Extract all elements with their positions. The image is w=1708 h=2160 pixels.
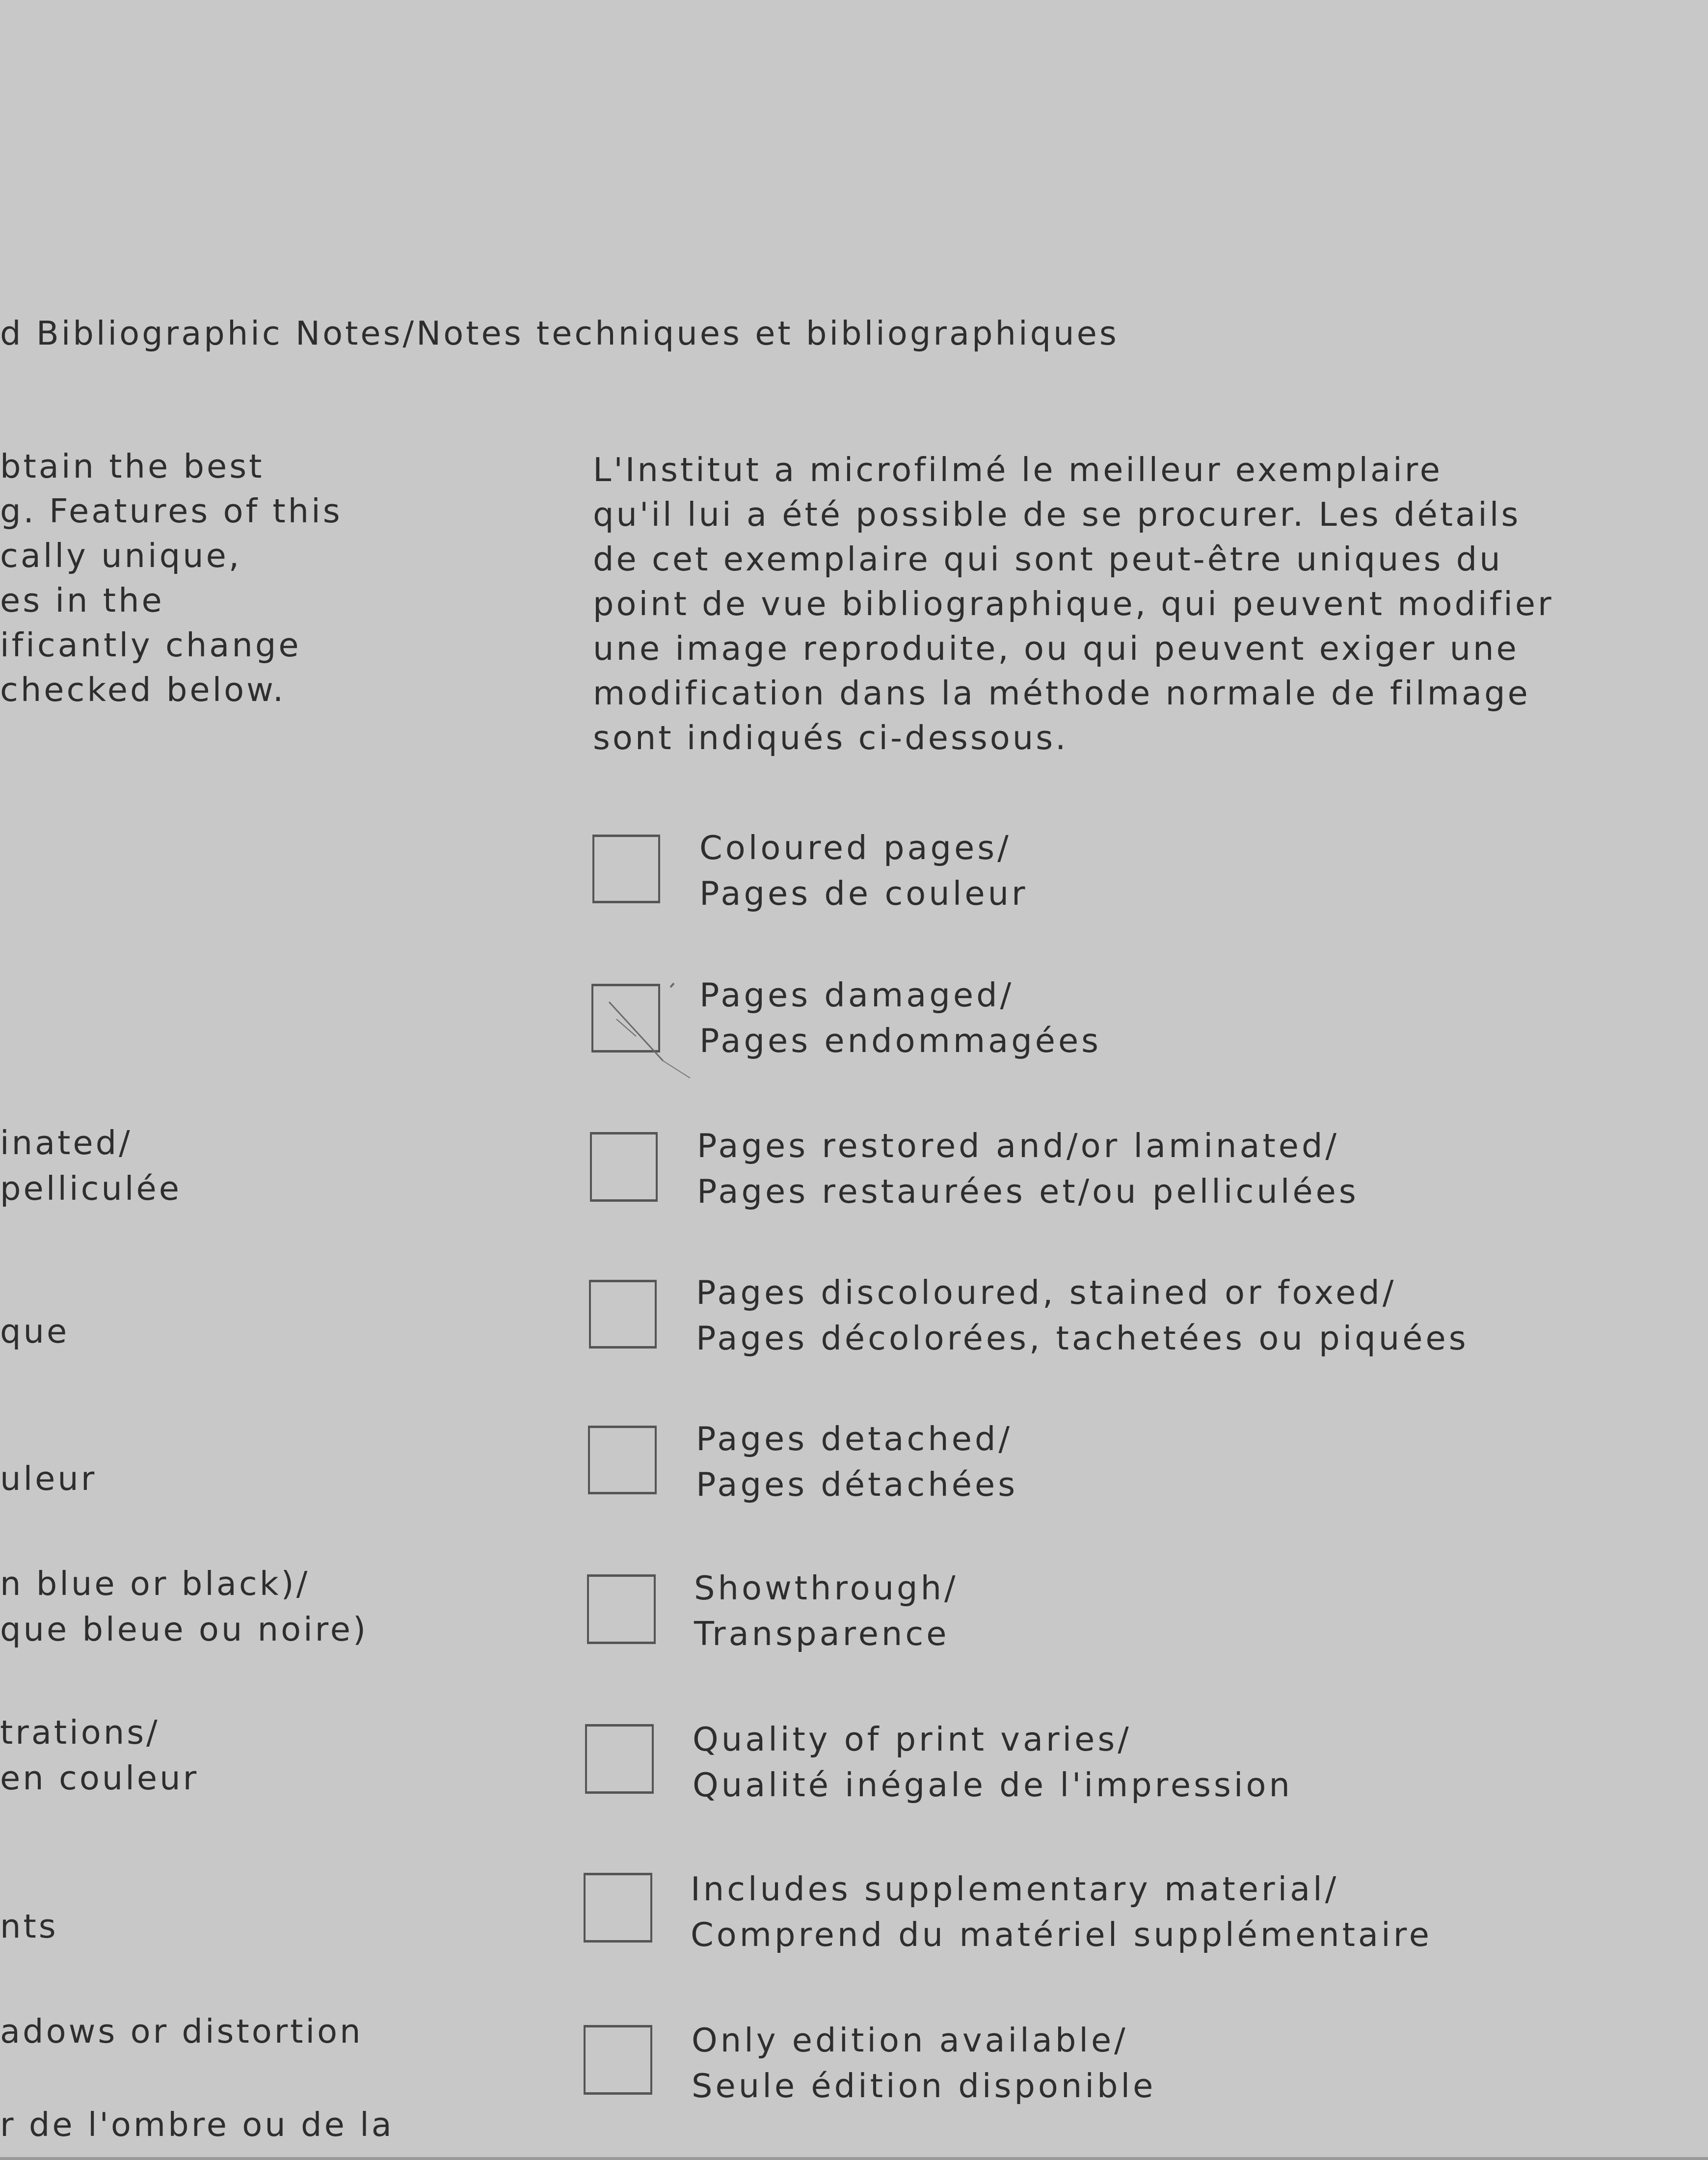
right-intro-line: une image reproduite, ou qui peuvent exiger une bbox=[593, 629, 1519, 668]
checkbox-coloured-pages[interactable] bbox=[592, 835, 660, 903]
notes-heading: d Bibliographic Notes/Notes techniques et bibliographiques bbox=[0, 314, 1119, 352]
option-label-en: Pages damaged/ bbox=[699, 976, 1014, 1014]
option-label-en: Showthrough/ bbox=[694, 1569, 959, 1607]
right-intro-line: qu'il lui a été possible de se procurer. Les détails bbox=[593, 495, 1521, 534]
left-intro-line: cally unique, bbox=[0, 537, 242, 575]
option-showthrough bbox=[694, 1566, 959, 1657]
checkbox-pages-discoloured[interactable] bbox=[589, 1280, 657, 1349]
left-intro-line: es in the bbox=[0, 581, 164, 620]
left-intro-line: checked below. bbox=[0, 671, 286, 709]
right-intro-line: sont indiqués ci-dessous. bbox=[593, 719, 1068, 757]
option-pages-damaged bbox=[699, 972, 1101, 1064]
option-label-fr: Pages endommagées bbox=[699, 1022, 1102, 1060]
option-label-en: Pages discoloured, stained or foxed/ bbox=[696, 1273, 1397, 1312]
right-intro-line: modification dans la méthode normale de filmage bbox=[593, 674, 1530, 712]
option-supplementary bbox=[691, 1866, 1432, 1958]
option-label-fr: Pages de couleur bbox=[699, 874, 1028, 913]
left-item-line: en couleur bbox=[0, 1759, 199, 1797]
right-intro-line: L'Institut a microfilmé le meilleur exemplaire bbox=[593, 451, 1443, 489]
left-item-ink bbox=[0, 1561, 368, 1652]
option-coloured-pages bbox=[699, 825, 1028, 917]
option-label-fr: Comprend du matériel supplémentaire bbox=[691, 1916, 1433, 1954]
left-item-line: trations/ bbox=[0, 1713, 160, 1752]
left-intro-line: ificantly change bbox=[0, 626, 301, 664]
left-item-couleur bbox=[0, 1456, 97, 1502]
left-item-line: nts bbox=[0, 1907, 58, 1945]
option-label-fr: Qualité inégale de l'impression bbox=[693, 1766, 1293, 1804]
option-label-en: Coloured pages/ bbox=[699, 829, 1012, 867]
checkbox-pages-damaged[interactable] bbox=[591, 984, 660, 1053]
option-label-en: Pages detached/ bbox=[696, 1420, 1013, 1458]
left-item-ombre bbox=[0, 2102, 394, 2148]
option-label-fr: Pages restaurées et/ou pelliculées bbox=[697, 1172, 1359, 1211]
option-label-en: Quality of print varies/ bbox=[693, 1720, 1132, 1758]
left-item-shadows bbox=[0, 2009, 363, 2054]
option-label-en: Only edition available/ bbox=[692, 2021, 1128, 2059]
left-item-laminated bbox=[0, 1120, 182, 1212]
right-intro-line: point de vue bibliographique, qui peuvent modifier bbox=[593, 585, 1554, 623]
right-intro-line: de cet exemplaire qui sont peut-être uniques du bbox=[593, 540, 1503, 578]
checkbox-pages-restored[interactable] bbox=[590, 1132, 658, 1202]
left-item-illustrations bbox=[0, 1710, 199, 1801]
left-item-line: que bleue ou noire) bbox=[0, 1610, 369, 1648]
checkbox-showthrough[interactable] bbox=[587, 1574, 656, 1644]
checkbox-print-quality[interactable] bbox=[585, 1724, 654, 1794]
left-item-que bbox=[0, 1309, 69, 1354]
option-label-fr: Pages décolorées, tachetées ou piquées bbox=[696, 1319, 1469, 1357]
option-only-edition bbox=[692, 2018, 1156, 2109]
option-label-en: Pages restored and/or laminated/ bbox=[697, 1127, 1340, 1165]
option-pages-discoloured bbox=[696, 1270, 1469, 1361]
right-intro-paragraph bbox=[593, 448, 1554, 760]
check-mark-icon bbox=[589, 982, 693, 1085]
left-item-documents bbox=[0, 1904, 58, 1949]
left-item-line: n blue or black)/ bbox=[0, 1565, 310, 1603]
left-item-line: pelliculée bbox=[0, 1169, 182, 1208]
left-intro-paragraph bbox=[0, 444, 343, 712]
left-intro-line: btain the best bbox=[0, 447, 265, 486]
checkbox-supplementary[interactable] bbox=[584, 1873, 652, 1943]
option-pages-restored bbox=[697, 1123, 1359, 1215]
option-label-en: Includes supplementary material/ bbox=[691, 1870, 1339, 1908]
checkbox-pages-detached[interactable] bbox=[588, 1426, 657, 1494]
option-label-fr: Seule édition disponible bbox=[692, 2067, 1156, 2105]
left-item-line: adows or distortion bbox=[0, 2012, 363, 2051]
option-label-fr: Pages détachées bbox=[696, 1465, 1018, 1504]
option-pages-detached bbox=[696, 1416, 1018, 1508]
left-item-line: uleur bbox=[0, 1459, 97, 1498]
left-item-line: inated/ bbox=[0, 1124, 133, 1162]
left-item-line: que bbox=[0, 1312, 70, 1350]
left-intro-line: g. Features of this bbox=[0, 492, 343, 530]
left-item-line: r de l'ombre ou de la bbox=[0, 2106, 394, 2144]
option-label-fr: Transparence bbox=[694, 1615, 950, 1653]
option-print-quality bbox=[693, 1717, 1293, 1808]
bottom-edge-rule bbox=[0, 2157, 1708, 2160]
checkbox-only-edition[interactable] bbox=[584, 2025, 652, 2095]
